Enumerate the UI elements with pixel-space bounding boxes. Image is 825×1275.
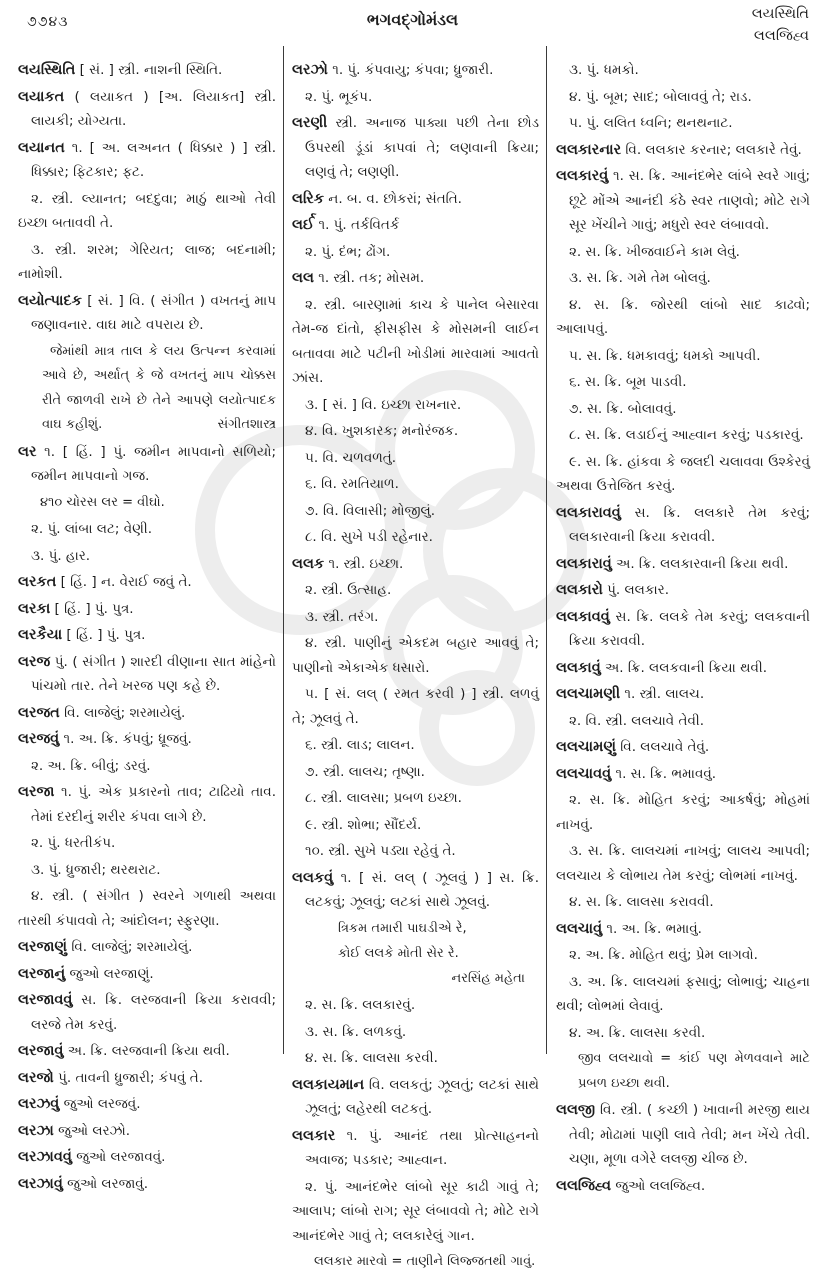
sense-item: ૩. પું. ધમકો. (569, 62, 639, 78)
column-divider-right (546, 46, 547, 1054)
sense-item: ૮. સ. ક્રિ. લડાઈનું આહ્વાન કરવું; પડકારવું. (569, 427, 804, 443)
sense-item: ૩. સ. ક્રિ. ગમે તેમ બોલવું. (569, 270, 711, 286)
dictionary-entry: લલચાવું ૧. અ. ક્રિ. ભમાવું. (556, 920, 702, 937)
sense-item: ૪. સ. ક્રિ. જોરથી લાંબો સાદ કાઢવો; આલાપવું. (556, 296, 810, 337)
sense-item: ૩. પું. હાર. (31, 547, 91, 564)
headword: લરજ (18, 653, 51, 670)
dictionary-entry: લલકારનાર વિ. લલકાર કરનાર; લલકારે તેવું. (556, 141, 802, 158)
headword: લલકાયમાન (292, 1076, 365, 1093)
dictionary-entry: લલચામણી ૧. સ્ત્રી. લાલચ. (556, 686, 705, 702)
dictionary-entry: લર ૧. [ હિં. ] પું. જમીન માપવાનો સળિયો; જમીન માપવાનો ગજ. (18, 443, 276, 484)
sense-item: ૪. સ. ક્રિ. લાલસા કરાવવી. (569, 894, 714, 910)
sense-item: ૭. વિ. વિલાસી; મોજીલું. (305, 502, 436, 519)
dictionary-entry: લરજા ૧. પું. એક પ્રકારનો તાવ; ટાઢિયો તાવ. તેમાં દરદીનું શરીર કંપવા લાગે છે. (18, 784, 276, 825)
dictionary-entry: લરકત [ હિં. ] ન. વેરાઈ જવું તે. (18, 574, 192, 590)
page-title: ભગવદ્ગોમંડલ (366, 10, 459, 29)
sense-item: ૨. સ. ક્રિ. ખીજવાઈને કામ લેવું. (569, 243, 740, 260)
headword: લરજા (18, 784, 55, 800)
verse-line: કોઈ લલકે મોતી સેર રે. (338, 945, 459, 961)
sense-item: ૪. સ્ત્રી. ( સંગીત ) સ્વરને ગળાથી અથવા તારથી કંપાવવો તે; આંદોલન; સ્ફુરણા. (18, 888, 276, 929)
sense-item: ૨. પું. આનંદભેર લાંબો સૂર કાઢી ગાવું તે; આલાપ; લાંબો રાગ; સૂર લંબાવવો તે; મોટે રાગે આનંદભેર ગાવું તે; લલકારેલું ગાન. (292, 1178, 539, 1244)
dictionary-entry: લલક ૧. સ્ત્રી. ઇચ્છા. (292, 555, 404, 572)
dictionary-entry: લરજ પું. ( સંગીત ) શારદી વીણાના સાત માંહેનો પાંચમો તાર. તેને ખરજ પણ કહે છે. (18, 653, 276, 694)
headword: લરજત (18, 704, 60, 721)
dictionary-entry: લલચાવવું ૧. સ. ક્રિ. ભમાવવું. (556, 765, 717, 782)
dictionary-entry: લરઝાવું જુઓ લરજાવું. (18, 1175, 148, 1192)
dictionary-entry: લલકાર ૧. પું. આનંદ તથા પ્રોત્સાહનનો અવાજ; પડકાર; આહ્વાન. (292, 1127, 539, 1168)
sense-item: ૪. પું. બૂમ; સાદ; બોલાવવું તે; રાડ. (569, 88, 752, 105)
headword: લરજાણું (18, 939, 68, 955)
headword: લયસ્થિતિ (18, 62, 76, 78)
headword: લલકારાવું (556, 555, 612, 572)
headword: લરઝાવું (18, 1175, 63, 1192)
headword: લરજવું (18, 731, 60, 747)
headword: લલજિહ્વ (556, 1177, 612, 1194)
dictionary-entry: લલકવું ૧. [ સં. લલ્ ( ઝૂલવું ) ] સ. ક્રિ. લટકવું; ઝૂલવું; લટકાં સાથે ઝૂલવું. (292, 869, 539, 910)
dictionary-entry: લરજવું ૧. અ. ક્રિ. કંપવું; ધ્રૂજવું. (18, 731, 192, 747)
headword: લર (18, 443, 37, 460)
headword: લલ (292, 270, 314, 286)
guide-word-bottom: લલજિહ્વ (753, 28, 809, 44)
dictionary-entry: લરિક ન. બ. વ. છોકરાં; સંતતિ. (292, 190, 462, 207)
column-divider-left (283, 46, 284, 1054)
dictionary-entry: લલકાવવું સ. ક્રિ. લલકે તેમ કરવું; લલકવાની ક્રિયા કરાવવી. (556, 608, 810, 649)
headword: લલચામણી (556, 686, 621, 702)
usage-example: ૪૧૦ ચોરસ લર = વીઘો. (40, 494, 165, 510)
headword: લરઝાવવું (18, 1149, 72, 1165)
sense-item: ૨. પું. ધરતીકંપ. (31, 835, 116, 851)
dictionary-entry: લરઝા જુઓ લરઝો. (18, 1122, 131, 1139)
explanatory-note: જેમાંથી માત્ર તાલ કે લય ઉત્પન્ન કરવામાં આવે છે, અર્થાત્ કે જે વખતનું માપ ચોક્કસ રીતે જાળવી રાખે છે તેને આપણે લયોત્પાદક વાઘ કહીશું. સંગીતશાસ્ત્ર (42, 340, 276, 438)
headword: લલકારનાર (556, 141, 622, 158)
sense-item: ૬. સ. ક્રિ. બૂમ પાડવી. (569, 374, 687, 390)
sense-item: ૯. સ્ત્રી. શોભા; સૌંદર્ય. (305, 816, 422, 833)
headword: લરઝવું (18, 1096, 60, 1112)
dictionary-entry: લરજાણું વિ. લાજેલું; શરમાયેલું. (18, 939, 193, 955)
sense-item: ૮. વિ. સુખે પડી રહેનાર. (305, 529, 433, 545)
headword: લયાનત (18, 139, 65, 156)
headword: લર્ઈ (292, 217, 315, 233)
dictionary-entry: લરજત વિ. લાજેલું; શરમાયેલું. (18, 704, 186, 721)
headword: લલકારો (556, 582, 603, 598)
sense-item: ૪. વિ. ખુશકારક; મનોરંજક. (305, 423, 459, 439)
headword: લયોત્પાદક (18, 292, 82, 309)
sense-item: ૯. સ. ક્રિ. હાંકવા કે જલદી ચલાવવા ઉશ્કેરવું અથવા ઉત્તેજિત કરવું. (556, 453, 810, 494)
sense-item: ૨. સ્ત્રી. ઉત્સાહ. (305, 582, 392, 598)
sense-item: ૩. સ્ત્રી. તરંગ. (305, 608, 379, 625)
sense-item: ૫. વિ. ચળવળતું. (305, 449, 397, 466)
headword: લરકૈયા (18, 627, 63, 643)
headword: લલક (292, 555, 325, 572)
headword: લલચામણું (556, 739, 616, 755)
sense-item: ૨. વિ. સ્ત્રી. લલચાવે તેવી. (569, 712, 705, 729)
headword: લરજાવવું (18, 992, 73, 1008)
sense-item: ૫. પું. લલિત ધ્વનિ; થનથનાટ. (569, 115, 733, 131)
headword: લરિક (292, 190, 324, 207)
sense-item: ૨. પું. દંભ; ઢોંગ. (305, 243, 391, 260)
dictionary-entry: લલકારો પું. લલકાર. (556, 582, 670, 598)
sense-item: ૨. પું. ભૂકંપ. (305, 88, 373, 105)
sense-item: ૪. સ. ક્રિ. લાલસા કરવી. (305, 1050, 438, 1066)
headword: લલજી (556, 1102, 596, 1118)
sense-item: ૩. [ સં. ] વિ. ઇચ્છા રાખનાર. (305, 396, 462, 413)
dictionary-entry: લલ ૧. સ્ત્રી. તક; મોસમ. (292, 270, 425, 286)
headword: લરઝો (292, 62, 328, 78)
headword: લલકાર (292, 1127, 336, 1144)
headword: લલકારાવવું (556, 504, 621, 521)
sense-item: ૪. અ. ક્રિ. લાલસા કરવી. (569, 1024, 706, 1041)
usage-example: લલકાર મારવો = તાણીને લિજ્જતથી ગાવું. (314, 1254, 536, 1269)
sense-item: ૨. સ્ત્રી. લ્યાનત; બદદુવા; માઠું થાઓ તેવી ઇચ્છા બતાવવી તે. (18, 190, 276, 231)
headword: લલચાવું (556, 920, 603, 937)
sense-item: ૬. વિ. રમતિયાળ. (305, 476, 399, 492)
guide-word-top: લયસ્થિતિ (751, 6, 809, 22)
page-number: ૭૭૪૩ (27, 14, 69, 30)
sense-item: ૩. સ. ક્રિ. લાલચમાં નાખવું; લાલચ આપવી; લલચાય કે લોભાય તેમ કરવું; લોભમાં નાખવું. (556, 843, 810, 884)
dictionary-entry: લયાનત ૧. [ અ. લઅનત ( ધિક્કાર ) ] સ્ત્રી. ધિક્કાર; ફિટકાર; ફટ. (18, 139, 276, 180)
headword: લરઝા (18, 1122, 54, 1139)
sense-item: ૨. સ્ત્રી. બારણામાં કાચ કે પાનેલ બેસારવા તેમ-જ દાંતો, ફીસફીસ કે મોસમની લાઈન બતાવવા માટે પટીની ખોડીમાં મારવામાં આવતો ઝાંસ. (292, 296, 539, 386)
sense-item: ૨. અ. ક્રિ. મોહિત થવું; પ્રેમ લાગવો. (569, 947, 758, 963)
sense-item: ૪. સ્ત્રી. પાણીનું એકદમ બહાર આવવું તે; પાણીનો એકાએક ધસારો. (292, 635, 539, 676)
dictionary-entry: લલકારવું ૧. સ. ક્રિ. આનંદભેર લાંબે સ્વરે ગાવું; છૂટે મોંએ આનંદી કંઠે સ્વર તાણવો; મોટે રાગે સૂર ખેંચીને ગાવું; મધુરો સ્વર લંબાવવો. (556, 168, 810, 233)
dictionary-entry: લરઝાવવું જુઓ લરજાવવું. (18, 1149, 166, 1165)
dictionary-entry: લરજાવવું સ. ક્રિ. લરજવાની ક્રિયા કરાવવી; લરજે તેમ કરવું. (18, 992, 276, 1033)
sense-item: ૭. સ. ક્રિ. બોલાવવું. (569, 400, 677, 417)
source-attribution: સંગીતશાસ્ત્ર (217, 417, 276, 432)
headword: લલકવું (292, 869, 334, 886)
headword: લરણી (292, 115, 328, 131)
headword: લરકા (18, 600, 51, 617)
dictionary-entry: લર્ઈ ૧. પું. તર્કવિતર્ક (292, 217, 400, 233)
sense-item: ૮. સ્ત્રી. લાલસા; પ્રબળ ઇચ્છા. (305, 790, 462, 806)
dictionary-entry: લરજાનું જુઓ લરજાણું. (18, 965, 154, 982)
dictionary-entry: લલચામણું વિ. લલચાવે તેવું. (556, 739, 710, 755)
headword: લલકાવવું (556, 608, 610, 625)
dictionary-column-right (556, 56, 810, 1194)
dictionary-entry: લરજો પું. તાવની ધ્રુજારી; કંપવું તે. (18, 1069, 204, 1086)
headword: લલકારવું (556, 168, 609, 184)
usage-example: જીવ લલચાવો = કાંઈ પણ મેળવવાને માટે પ્રબળ ઇચ્છા થવી. (578, 1051, 810, 1091)
dictionary-entry: લરઝો ૧. પું. કંપવાયુ; કંપવા; ધ્રુજારી. (292, 62, 494, 78)
sense-item: ૭. સ્ત્રી. લાલચ; તૃષ્ણા. (305, 763, 425, 780)
source-attribution: નરસિંહ મહેતા (451, 970, 525, 986)
sense-item: ૨. સ. ક્રિ. મોહિત કરવું; આકર્ષવું; મોહમાં નાખવું. (556, 792, 810, 833)
sense-item: ૨. સ. ક્રિ. લલકારવું. (305, 997, 416, 1013)
dictionary-entry: લલજિહ્વ જુઓ લલજિહ્વ. (556, 1177, 706, 1194)
verse-line: ત્રિકમ તમારી પાઘડીએ રે, (338, 920, 467, 936)
sense-item: ૫. સ. ક્રિ. ધમકાવવું; ધમકો આપવી. (569, 347, 761, 364)
dictionary-entry: લલકાવું અ. ક્રિ. લલકવાની ક્રિયા થવી. (556, 659, 768, 676)
dictionary-entry: લયોત્પાદક [ સં. ] વિ. ( સંગીત ) વખતનું માપ જણાવનાર. વાઘ માટે વપરાય છે. (18, 292, 276, 333)
dictionary-entry: લલજી વિ. સ્ત્રી. ( કચ્છી ) ખાવાની મરજી થાય તેવી; મોઢામાં પાણી લાવે તેવી; મન ખેંચે તેવી. ચણા, મૂળા વગેરે લલજી ચીજ છે. (556, 1102, 810, 1167)
dictionary-entry: લરજાવું અ. ક્રિ. લરજવાની ક્રિયા થવી. (18, 1043, 230, 1059)
headword: લરજો (18, 1069, 54, 1086)
dictionary-entry: લલકારાવું અ. ક્રિ. લલકારવાની ક્રિયા થવી. (556, 555, 789, 572)
sense-item: ૩. પું. ધ્રુજારી; થરથરાટ. (31, 861, 161, 878)
headword: લરજાનું (18, 965, 66, 982)
headword: લલકાવું (556, 659, 601, 676)
headword: લરકત (18, 574, 57, 590)
sense-item: ૧૦. સ્ત્રી. સુખે પડ્યા રહેવું તે. (305, 843, 456, 859)
sense-item: ૨. અ. ક્રિ. બીવું; ડરવું. (31, 757, 151, 774)
sense-item: ૬. સ્ત્રી. લાડ; લાલન. (305, 737, 415, 753)
sense-item: ૫. [ સં. લલ્ ( રમત કરવી ) ] સ્ત્રી. લળવું તે; ઝૂલવું તે. (292, 686, 539, 727)
sense-item: ૩. સ. ક્રિ. લળકવું. (305, 1023, 407, 1040)
dictionary-entry: લયસ્થિતિ [ સં. ] સ્ત્રી. નાશની સ્થિતિ. (18, 62, 223, 78)
headword: લયાકત (18, 88, 65, 105)
dictionary-column-left (18, 56, 276, 1192)
dictionary-column-center (292, 56, 539, 1269)
headword: લલચાવવું (556, 765, 612, 782)
sense-item: ૩. સ્ત્રી. શરમ; ગેરિયત; લાજ; બદનામી; નામોશી. (18, 241, 276, 282)
dictionary-entry: લલકાયમાન વિ. લલકતું; ઝૂલતું; લટકાં સાથે ઝૂલતું; લહેરથી લટકતું. (292, 1076, 539, 1117)
sense-item: ૨. પું. લાંબા લટ; વેણી. (31, 521, 153, 537)
dictionary-entry: લરકા [ હિં. ] પું. પુત્ર. (18, 600, 134, 617)
sense-item: ૩. અ. ક્રિ. લાલચમાં ફસાવું; લોભાવું; ચાહના થવી; લોભમાં લેવાવું. (556, 973, 810, 1014)
dictionary-entry: લયાકત ( લયાકત ) [અ. લિયાકત] સ્ત્રી. લાયકી; યોગ્યતા. (18, 88, 276, 129)
dictionary-entry: લરકૈયા [ હિં. ] પું. પુત્ર. (18, 627, 146, 643)
headword: લરજાવું (18, 1043, 64, 1059)
dictionary-entry: લરણી સ્ત્રી. અનાજ પાક્યા પછી તેના છોડ ઉપરથી ડૂંડાં કાપવાં તે; લણવાની ક્રિયા; લણવું તે; લણણી. (292, 115, 539, 180)
dictionary-entry: લલકારાવવું સ. ક્રિ. લલકારે તેમ કરવું; લલકારવાની ક્રિયા કરાવવી. (556, 504, 810, 545)
dictionary-entry: લરઝવું જુઓ લરજવું. (18, 1096, 141, 1112)
